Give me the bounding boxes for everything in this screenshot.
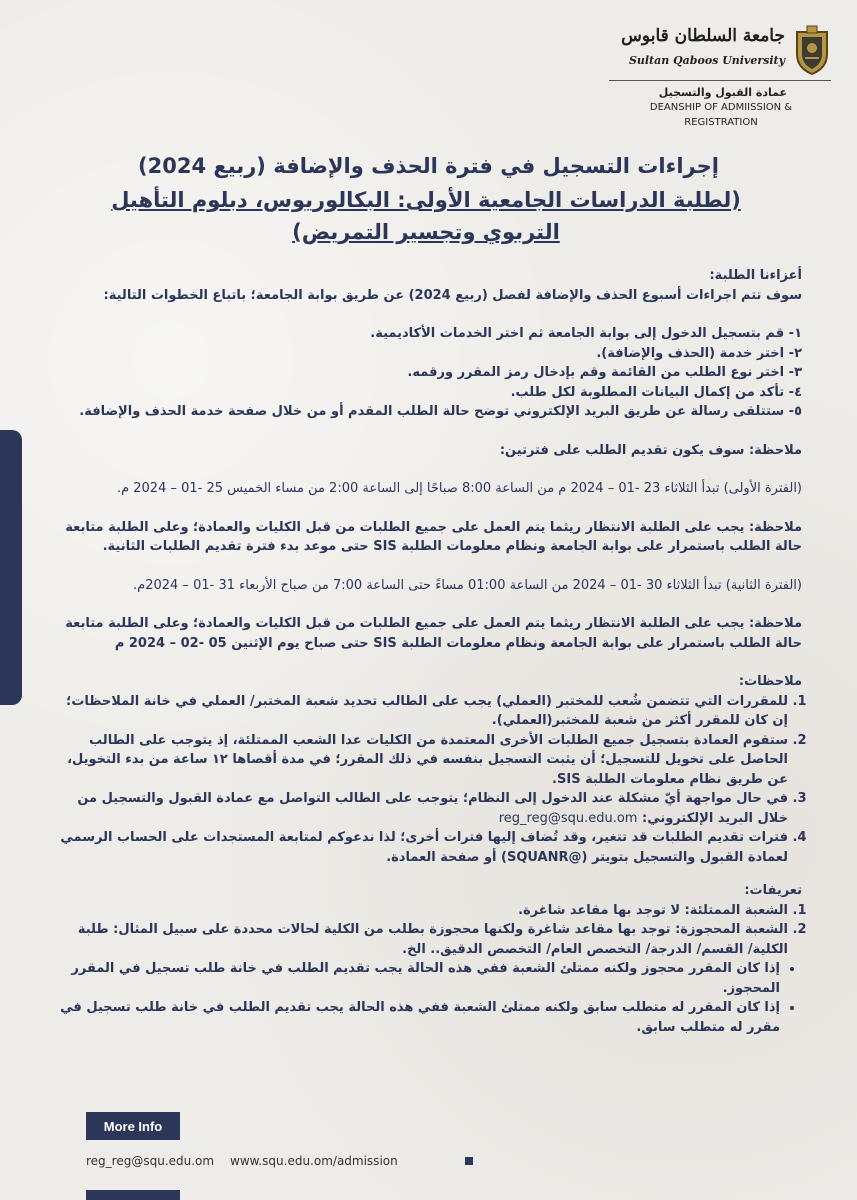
note-item: 2. ستقوم العمادة بتسجيل جميع الطلبات الأخرى المعتمدة من الكليات عدا الشعب الممتلئة، إذ يتوجب على الطالب الحاصل على تخويل للتسجيل؛ أن يثبت التسجيل بنفسه في ذلك المقرر؛ في مدة أقصاها ١٢ ساعة من بدء التخويل، عن طريق نظام معلومات الطلبة SIS. bbox=[60, 731, 788, 790]
definitions-bullets bbox=[60, 959, 802, 1037]
bullet-item: • إذا كان المقرر له متطلب سابق ولكنه ممتلئ الشعبة ففي هذه الحالة يجب تقديم الطلب في خانة طلب تسجيل في مقرر له متطلب سابق. bbox=[60, 998, 780, 1037]
footer-email-link[interactable]: reg_reg@squ.edu.om bbox=[86, 1154, 215, 1168]
step-item: ٥- ستتلقى رسالة عن طريق البريد الإلكتروني توضح حالة الطلب المقدم أو من خلال صفحة خدمة الحذف والإضافة. bbox=[79, 404, 802, 419]
greeting: أعزاءنا الطلبة: bbox=[709, 268, 802, 283]
definitions-heading: تعريفات: bbox=[744, 883, 802, 898]
period-one-note: ملاحظة: يجب على الطلبة الانتظار ريثما يتم العمل على جميع الطلبات من قبل الكليات والعمادة؛ وعلى الطلبة متابعة حالة الطلب باستمرار على بوابة الجامعة ونظام معلومات الطلبة SIS حتى موعد بدء فترة تقديم الطلبات الثانية. bbox=[65, 519, 802, 554]
step-item: ٢- اختر خدمة (الحذف والإضافة). bbox=[596, 345, 802, 361]
period-two: (الفترة الثانية) تبدأ الثلاثاء 30 -01 – 2024 من الساعة 01:00 مساءً حتى الساعة 7:00 من صباح الأربعاء 31 -01 – 2024م. bbox=[133, 577, 802, 593]
footer-website-link[interactable]: www.squ.edu.om/admission bbox=[230, 1154, 398, 1168]
side-accent-tab bbox=[0, 430, 22, 705]
page-title: إجراءات التسجيل في فترة الحذف والإضافة (ربيع 2024) bbox=[138, 154, 719, 178]
header-divider bbox=[609, 80, 831, 81]
bullet-item: • إذا كان المقرر محجوز ولكنه ممتلئ الشعبة ففي هذه الحالة يجب تقديم الطلب في خانة طلب تسجيل في المقرر المحجوز. bbox=[60, 959, 780, 998]
university-crest-icon bbox=[793, 24, 831, 76]
period-one: (الفترة الأولى) تبدأ الثلاثاء 23 -01 – 2024 م من الساعة 8:00 صباحًا إلى الساعة 2:00 من مساء الخميس 25 -01 – 2024 م. bbox=[116, 481, 802, 496]
footer-square-decoration bbox=[465, 1157, 473, 1165]
definition-item: 1. الشعبة الممتلئة: لا توجد بها مقاعد شاغرة. bbox=[60, 901, 788, 921]
period-two-note: ملاحظة: يجب على الطلبة الانتظار ريثما يتم العمل على جميع الطلبات من قبل الكليات والعمادة؛ وعلى الطلبة متابعة حالة الطلب باستمرار على بوابة الجامعة ونظام معلومات الطلبة SIS حتى صباح يوم الإثنين 05 -02 – 2024 م bbox=[65, 616, 802, 651]
step-item: ١- قم بتسجيل الدخول إلى بوابة الجامعة ثم اختر الخدمات الأكاديمية. bbox=[370, 326, 802, 341]
page-subtitle: (لطلبة الدراسات الجامعية الأولى: البكالوريوس، دبلوم التأهيل التربوي وتجسير التمريض) bbox=[111, 188, 741, 244]
step-item: ٤- تأكد من إكمال البيانات المطلوبة لكل طلب. bbox=[510, 384, 802, 400]
footer-bar-decoration bbox=[86, 1190, 180, 1200]
deanship-name-english: DEANSHIP OF ADMIISSION & REGISTRATION bbox=[649, 102, 793, 128]
university-name-arabic: جامعة السلطان قابوس bbox=[621, 26, 785, 46]
periods-note: ملاحظة: سوف يكون تقديم الطلب على فترتين: bbox=[499, 442, 802, 458]
notes-list bbox=[60, 692, 802, 868]
support-email-link[interactable]: reg_reg@squ.edu.om bbox=[498, 810, 638, 826]
definition-item: 2. الشعبة المحجوزة: توجد بها مقاعد شاغرة ولكنها محجوزة بطلب من الكلية لحالات محددة على سبيل المثال: طلبة الكلية/ القسم/ الدرجة/ التخصص العام/ التخصص الدقيق.. الخ. bbox=[60, 920, 788, 959]
more-info-button[interactable]: More Info bbox=[86, 1112, 180, 1140]
notes-heading: ملاحظات: bbox=[738, 674, 802, 689]
university-logo bbox=[611, 24, 831, 84]
note-item: 3. في حال مواجهة أيّ مشكلة عند الدخول إلى النظام؛ يتوجب على الطالب التواصل مع عمادة القبول والتسجيل من خلال البريد الإلكتروني: reg_reg@squ.edu.om bbox=[60, 789, 788, 828]
university-name-english: Sultan Qaboos University bbox=[628, 54, 785, 67]
intro-text: سوف تتم اجراءات أسبوع الحذف والإضافة لفصل (ربيع 2024) عن طريق بوابة الجامعة؛ باتباع الخطوات التالية: bbox=[103, 287, 802, 303]
note-item: 1. للمقررات التي تتضمن شُعب للمختبر (العملي) يجب على الطالب تحديد شعبة المختبر/ العملي في خانة الملاحظات؛ إن كان للمقرر أكثر من شعبة للمختبر(العملي). bbox=[60, 692, 788, 731]
document-body bbox=[60, 266, 802, 1037]
note-item: 4. فترات تقديم الطلبات قد تتغير، وقد تُضاف إليها فترات أخرى؛ لذا ندعوكم لمتابعة المستجدات على الحساب الرسمي لعمادة القبول والتسجيل بتويتر (@SQUANR) أو صفحة العمادة. bbox=[60, 828, 788, 867]
definitions-list bbox=[60, 901, 802, 960]
step-item: ٣- اختر نوع الطلب من القائمة وقم بإدخال رمز المقرر ورقمه. bbox=[407, 365, 802, 380]
deanship-name-arabic: عمادة القبول والتسجيل bbox=[658, 86, 787, 99]
